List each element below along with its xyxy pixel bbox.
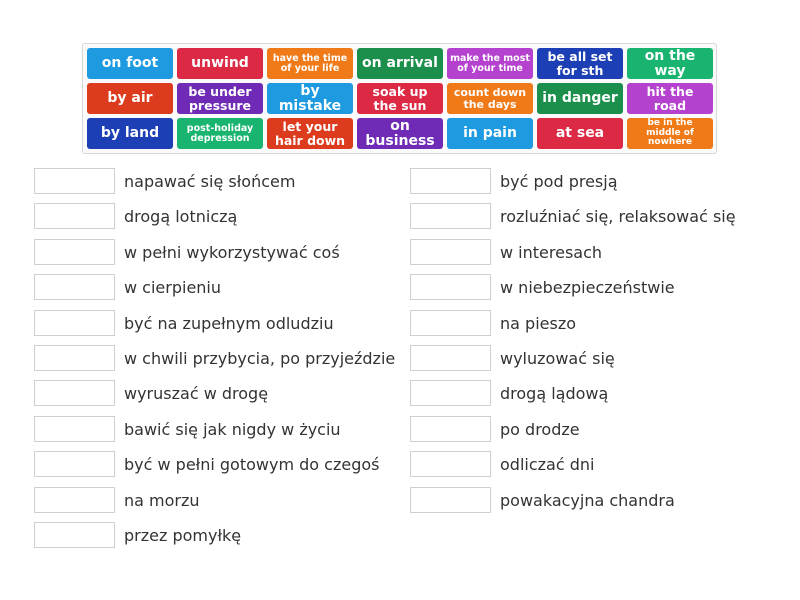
match-label: w chwili przybycia, po przyjeździe xyxy=(124,349,396,368)
word-tile[interactable]: be all set for sth xyxy=(537,48,623,79)
drop-box[interactable] xyxy=(410,487,491,513)
match-label: być na zupełnym odludziu xyxy=(124,313,334,333)
match-label: w niebezpieczeństwie xyxy=(500,278,675,298)
word-tile[interactable]: hit the road xyxy=(627,83,713,114)
drop-box[interactable] xyxy=(34,274,115,300)
drop-box[interactable] xyxy=(410,451,491,477)
drop-box[interactable] xyxy=(410,380,491,406)
word-tile[interactable]: count down the days xyxy=(447,83,533,114)
word-tile[interactable]: at sea xyxy=(537,118,623,149)
match-label: w pełni wykorzystywać coś xyxy=(124,242,340,262)
drop-box[interactable] xyxy=(34,522,115,548)
drop-box[interactable] xyxy=(410,345,491,371)
match-label: rozluźniać się, relaksować się xyxy=(500,207,736,227)
word-tile[interactable]: have the time of your life xyxy=(267,48,353,79)
word-tile[interactable]: let your hair down xyxy=(267,118,353,149)
drop-box[interactable] xyxy=(34,345,115,371)
drop-box[interactable] xyxy=(410,239,491,265)
drop-box[interactable] xyxy=(34,380,115,406)
drop-box[interactable] xyxy=(410,203,491,229)
word-tile[interactable]: post-holiday depression xyxy=(177,118,263,149)
match-label: na morzu xyxy=(124,490,200,510)
drop-box[interactable] xyxy=(410,310,491,336)
match-label: wyruszać w drogę xyxy=(124,384,269,404)
word-tile[interactable]: on the way xyxy=(627,48,713,79)
drop-box[interactable] xyxy=(34,239,115,265)
drop-box[interactable] xyxy=(410,416,491,442)
match-label: drogą lądową xyxy=(500,384,609,404)
word-tile[interactable]: unwind xyxy=(177,48,263,79)
match-label: drogą lotniczą xyxy=(124,207,238,227)
match-label: na pieszo xyxy=(500,313,576,333)
match-label: być w pełni gotowym do czegoś xyxy=(124,455,380,475)
word-tile[interactable]: on arrival xyxy=(357,48,443,79)
word-tile[interactable]: make the most of your time xyxy=(447,48,533,79)
match-label: wyluzować się xyxy=(500,349,615,368)
word-tile[interactable]: by land xyxy=(87,118,173,149)
drop-box[interactable] xyxy=(34,310,115,336)
word-tile[interactable]: in pain xyxy=(447,118,533,149)
word-tile[interactable]: by air xyxy=(87,83,173,114)
drop-box[interactable] xyxy=(34,451,115,477)
match-label: po drodze xyxy=(500,419,580,439)
word-tile[interactable]: on foot xyxy=(87,48,173,79)
match-label: w cierpieniu xyxy=(124,278,222,298)
drop-box[interactable] xyxy=(34,487,115,513)
word-tile[interactable]: be in the middle of nowhere xyxy=(627,118,713,149)
word-tile[interactable]: be under pressure xyxy=(177,83,263,114)
drop-box[interactable] xyxy=(34,168,115,194)
drop-box[interactable] xyxy=(34,203,115,229)
drop-box[interactable] xyxy=(34,416,115,442)
word-tile[interactable]: by mistake xyxy=(267,83,353,114)
drop-box[interactable] xyxy=(410,168,491,194)
word-bank xyxy=(82,43,717,154)
match-label: bawić się jak nigdy w życiu xyxy=(124,419,341,439)
match-label: napawać się słońcem xyxy=(124,172,296,191)
match-label: w interesach xyxy=(500,242,603,262)
match-label: być pod presją xyxy=(500,172,618,191)
word-tile[interactable]: in danger xyxy=(537,83,623,114)
word-tile[interactable]: soak up the sun xyxy=(357,83,443,114)
word-tile[interactable]: on business xyxy=(357,118,443,149)
match-label: powakacyjna chandra xyxy=(500,490,675,510)
match-label: przez pomyłkę xyxy=(124,526,242,545)
drop-box[interactable] xyxy=(410,274,491,300)
match-label: odliczać dni xyxy=(500,455,595,475)
